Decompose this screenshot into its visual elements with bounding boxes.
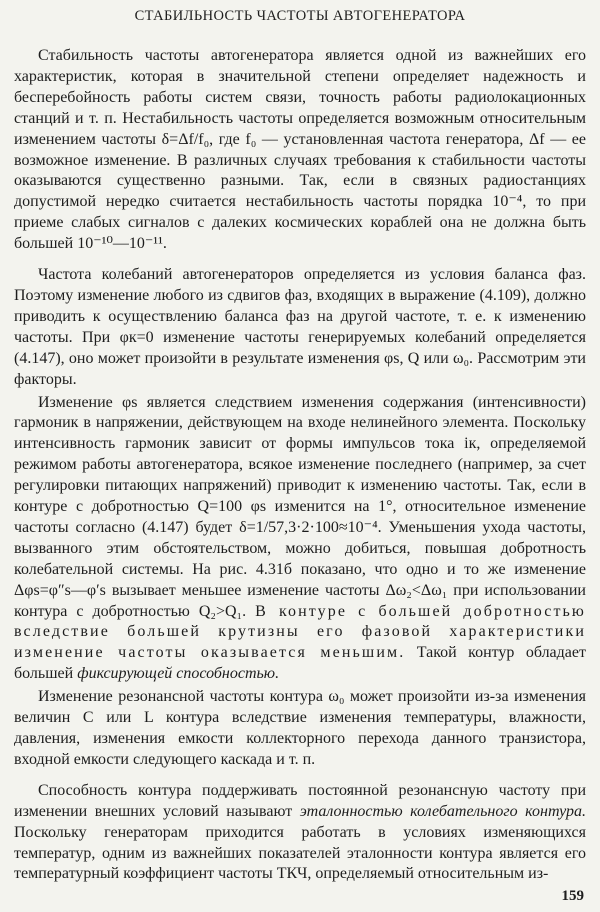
section-heading: СТАБИЛЬНОСТЬ ЧАСТОТЫ АВТОГЕНЕРАТОРА [134, 8, 466, 24]
page-number: 159 [561, 888, 584, 904]
paragraph-frequency-stability: Стабильность частоты автогенератора является одной из важнейших его характеристик, которая в значительной степени определяет надежность и бесперебойность работы систем связи, точность работы радиолокационных станций и т. п. Нестабильность частоты определяется возможным относительным изменением частоты δ=Δf/f₀, где f₀ — установленная частота генератора, Δf — ее возможное изменение. В различных случаях требования к стабильности частоты оказываются существенно разными. Так, если в связных радиостанциях допустимой нередко считается нестабильность частоты порядка 10⁻⁴, то при приеме слабых сигналов с далеких космических кораблей она не должна быть большей 10⁻¹⁰—10⁻¹¹. [14, 47, 586, 253]
paragraph-reference-quality-text: Способность контура поддерживать постоянной резонансную частоту при изменении внешних условий называют [14, 781, 586, 820]
paragraph-phase-balance: Частота колебаний автогенераторов определяется из условия баланса фаз. Поэтому изменение любого из сдвигов фаз, входящих в выражение (4.109), должно приводить к осуществлению баланса фаз на другой частоте, т. е. к изменению частоты. При φк=0 изменение частоты генерируемых колебаний определяется (4.147), оно может произойти в результате изменения φs, Q или ω₀. Рассмотрим эти факторы. [14, 266, 586, 388]
reference-quality-term: эталонностью колебательного контура. [299, 802, 587, 820]
paragraph-reference-quality [14, 781, 586, 886]
paragraph-reference-quality-tail: Поскольку генераторам приходится работать в условиях изменяющихся температур, одним из важнейших показателей эталонности контура является его температурный коэффициент частоты ТКЧ, определяемый относительным из- [14, 823, 586, 883]
book-page [14, 6, 586, 906]
fixing-ability-term: фиксирующей способностью. [77, 665, 280, 683]
paragraph-harmonics-text: Изменение φs является следствием изменения содержания (интенсивности) гармоник в напряжении, действующем на входе нелинейного элемента. Поскольку интенсивность гармоник зависит от формы импульсов тока iк, определяемой режимом работы автогенератора, всякое изменение последнего (например, за счет регулировки питающих напряжений) приводит к изменению частоты. Так, если в контуре с добротностью Q=100 φs изменится на 1°, относительное изменение частоты согласно (4.147) будет δ=1/57,3·2·100≈10⁻⁴. Уменьшения ухода частоты, вызванного этим обстоятельством, можно добиться, повышая добротность колебательной системы. На рис. 4.31б показано, что одно и то же изменение Δφs=φ″s—φ′s вызывает меньшее изменение частоты Δω₂<Δω₁ при использовании контура с добротностью Q₂>Q₁. [14, 393, 586, 620]
paragraph-harmonics-spaced-text: В контуре с большей добротностью вследствие большей крутизны его фазовой характеристики изменение частоты оказывается меньшим. [14, 602, 586, 662]
paragraph-resonant-frequency: Изменение резонансной частоты контура ω₀ может произойти из-за изменения величин C или L контура вследствие изменения температуры, влажности, давления, изменения емкости коллекторного перехода данного транзистора, входной емкости следующего каскада и т. п. [14, 688, 586, 768]
paragraph-harmonics [14, 393, 586, 686]
paragraph-harmonics-tail: Такой контур обладает большей [14, 644, 586, 683]
